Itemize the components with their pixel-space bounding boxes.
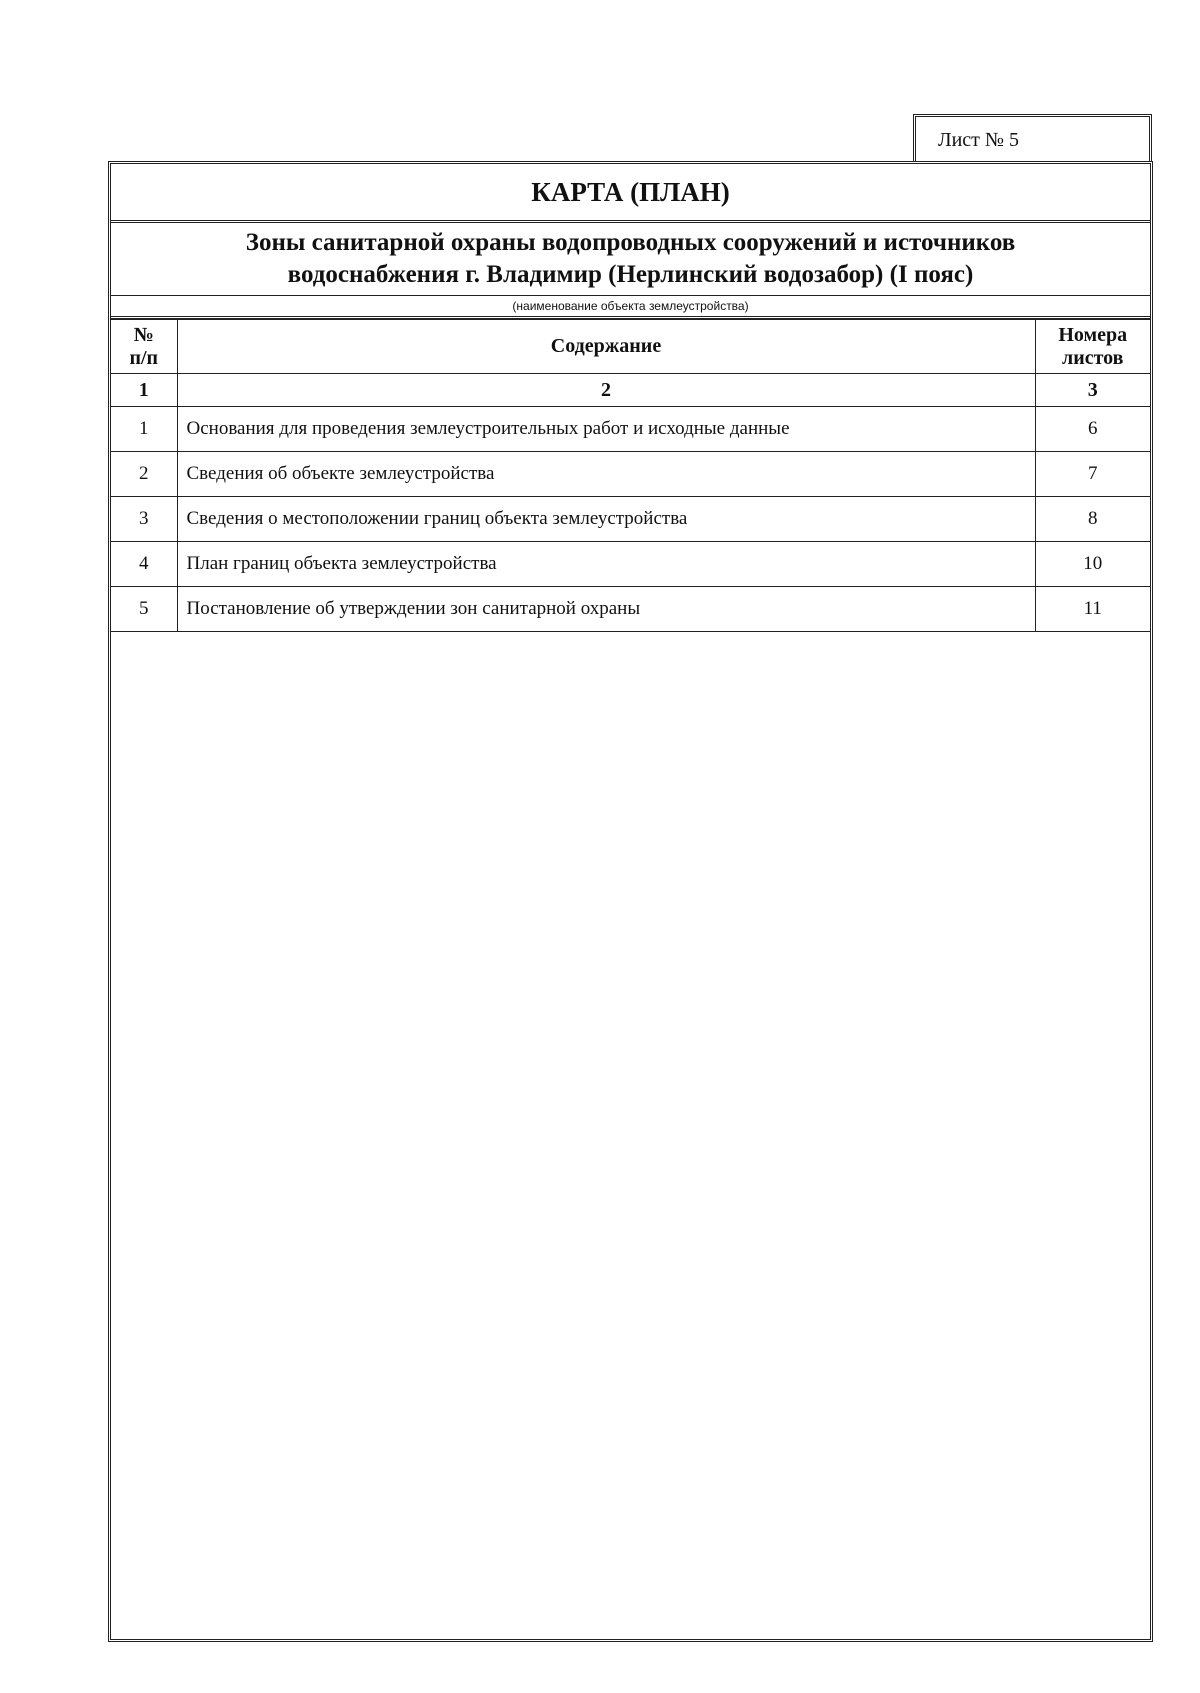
column-index-3: 3 [1035, 374, 1150, 407]
object-name-line-1: Зоны санитарной охраны водопроводных сооружений и источников [245, 229, 1016, 256]
row-content: Сведения об объекте землеустройства [177, 452, 1035, 497]
table-header-row [111, 320, 1150, 374]
row-num: 4 [111, 542, 177, 587]
sheet-number-label: Лист № 5 [938, 129, 1019, 151]
table-row [111, 452, 1150, 497]
row-num: 2 [111, 452, 177, 497]
table-row [111, 407, 1150, 452]
row-num: 1 [111, 407, 177, 452]
header-pages [1035, 320, 1150, 374]
row-content: Основания для проведения землеустроительных работ и исходные данные [177, 407, 1035, 452]
header-pages-line-1: Номера [1058, 323, 1128, 346]
header-num [111, 320, 177, 374]
header-num-line-1: № [133, 323, 154, 346]
row-content: План границ объекта землеустройства [177, 542, 1035, 587]
row-pages: 8 [1035, 497, 1150, 542]
row-pages: 7 [1035, 452, 1150, 497]
header-content: Содержание [177, 320, 1035, 374]
object-name-line-2: водоснабжения г. Владимир (Нерлинский водозабор) (I пояс) [287, 261, 974, 288]
table-row [111, 542, 1150, 587]
header-num-line-2: п/п [129, 346, 159, 369]
object-name-caption: (наименование объекта землеустройства) [111, 296, 1150, 319]
row-pages: 10 [1035, 542, 1150, 587]
column-index-row [111, 374, 1150, 407]
object-name [111, 223, 1150, 296]
row-content: Постановление об утверждении зон санитарной охраны [177, 587, 1035, 632]
document-frame [108, 161, 1153, 1642]
contents-table [111, 319, 1150, 632]
row-pages: 6 [1035, 407, 1150, 452]
sheet-number-box [913, 114, 1152, 162]
row-pages: 11 [1035, 587, 1150, 632]
row-content: Сведения о местоположении границ объекта землеустройства [177, 497, 1035, 542]
row-num: 5 [111, 587, 177, 632]
column-index-2: 2 [177, 374, 1035, 407]
table-row [111, 587, 1150, 632]
document-title: КАРТА (ПЛАН) [111, 164, 1150, 223]
table-row [111, 497, 1150, 542]
row-num: 3 [111, 497, 177, 542]
column-index-1: 1 [111, 374, 177, 407]
header-pages-line-2: листов [1062, 346, 1124, 369]
